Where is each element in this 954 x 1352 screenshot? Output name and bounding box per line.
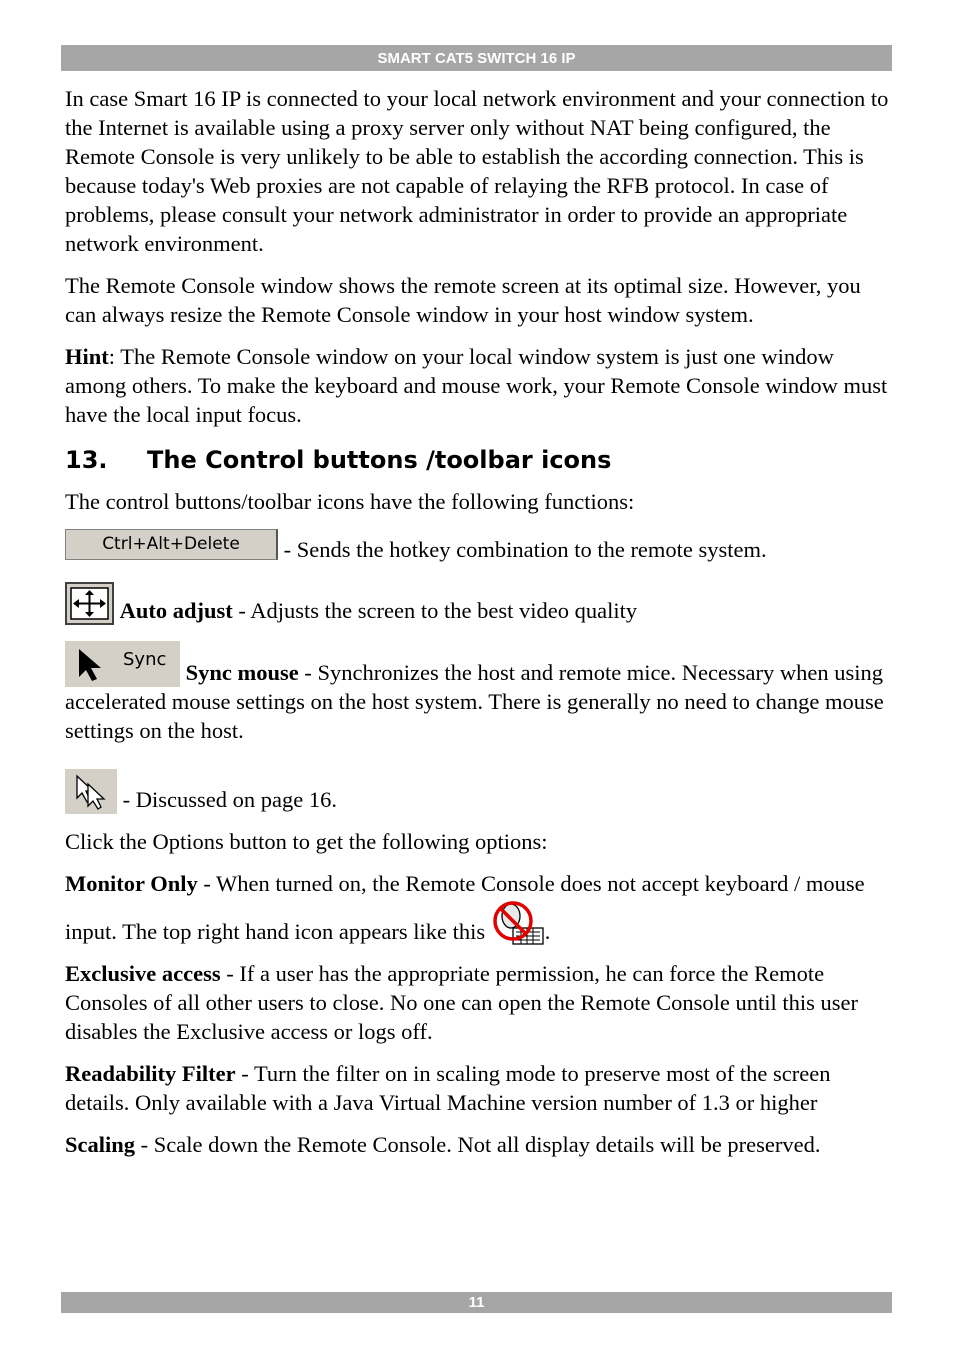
sync-mouse-icon	[65, 641, 180, 687]
header-bar	[61, 45, 892, 71]
monitor-only-text: - When turned on, the Remote Console does not accept keyboard / mouse input. The top right hand icon appears like this	[65, 871, 865, 944]
scaling-text: - Scale down the Remote Console. Not all display details will be preserved.	[135, 1132, 821, 1157]
paragraph-hint	[65, 342, 895, 429]
readability-filter-text: - Turn the filter on in scaling mode to preserve most of the screen details. Only available with a Java Virtual Machine version number of 1.3 or higher	[65, 1061, 831, 1115]
exclusive-access-text: - If a user has the appropriate permission, he can force the Remote Consoles of all other users to close. No one can open the Remote Console until this user disables the Exclusive access or logs off.	[65, 961, 858, 1044]
section-heading	[65, 445, 895, 475]
readability-filter-label: Readability Filter	[65, 1061, 236, 1086]
section-title: The Control buttons /toolbar icons	[147, 446, 612, 474]
item-sync-mouse	[65, 641, 895, 745]
intro-text: The control buttons/toolbar icons have the following functions:	[65, 489, 635, 514]
double-cursor-icon	[65, 769, 117, 814]
option-readability-filter	[65, 1059, 895, 1117]
sync-mouse-text: - Synchronizes the host and remote mice. Necessary when using accelerated mouse settings on the host system. There is generally no need to change mouse settings on the host.	[65, 660, 884, 743]
item-ctrl-alt-delete	[65, 529, 895, 564]
ctrl-alt-delete-button: Ctrl+Alt+Delete	[65, 529, 278, 560]
monitor-only-icon	[491, 898, 545, 946]
page-content	[65, 84, 895, 1172]
exclusive-access-label: Exclusive access	[65, 961, 221, 986]
option-scaling	[65, 1130, 895, 1159]
scaling-label: Scaling	[65, 1132, 136, 1157]
sync-mouse-label: Sync mouse	[185, 660, 299, 685]
auto-adjust-icon	[65, 582, 114, 625]
monitor-only-label: Monitor Only	[65, 871, 198, 896]
paragraph-resize: The Remote Console window shows the remote screen at its optimal size. However, you can always resize the Remote Console window in your host window system.	[65, 273, 861, 327]
hint-text: : The Remote Console window on your local window system is just one window among others. To make the keyboard and mouse work, your Remote Console window must have the local input focus.	[65, 344, 888, 427]
options-intro: Click the Options button to get the following options:	[65, 829, 548, 854]
paragraph-proxy: In case Smart 16 IP is connected to your local network environment and your connection to the Internet is available using a proxy server only without NAT being configured, the Remote Console is very unlikely to be able to establish the according connection. This is because today's Web proxies are not capable of relaying the RFB protocol. In case of problems, please consult your network administrator in order to provide an appropriate network environment.	[65, 86, 889, 256]
page-number: 11	[468, 1294, 485, 1311]
header-title: SMART CAT5 SWITCH 16 IP	[377, 50, 576, 67]
sync-button-label: Sync	[123, 649, 167, 670]
item-cursor	[65, 769, 895, 814]
cursor-text: - Discussed on page 16.	[122, 787, 337, 812]
ctrl-alt-delete-text: - Sends the hotkey combination to the remote system.	[278, 537, 767, 562]
auto-adjust-label: Auto adjust	[119, 598, 233, 623]
section-number: 13.	[65, 446, 108, 474]
footer-bar	[61, 1292, 892, 1313]
option-exclusive-access	[65, 959, 895, 1046]
hint-label: Hint	[65, 344, 109, 369]
monitor-only-trail: .	[544, 919, 551, 944]
option-monitor-only	[65, 869, 895, 946]
auto-adjust-text: - Adjusts the screen to the best video quality	[232, 598, 638, 623]
item-auto-adjust	[65, 582, 895, 625]
